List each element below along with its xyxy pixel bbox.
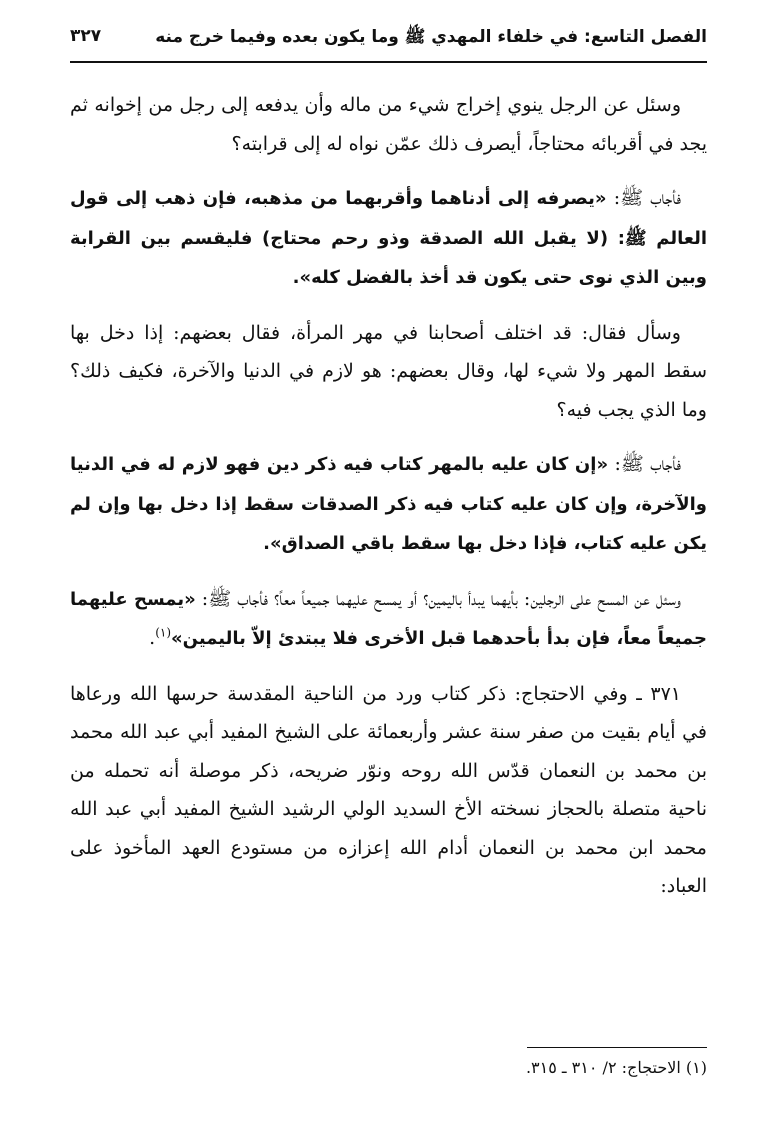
paragraph-4-lead: فأجاب ﷺ: [608,453,681,475]
paragraph-5-lead: وسئل عن المسح على الرجلين: بأيهما يبدأ باليمين؟ أو يمسح عليهما جميعاً معاً؟ فأجاب ﷺ: [195,587,681,610]
paragraph-6: ٣٧١ ـ وفي الاحتجاج: ذكر كتاب ورد من الناحية المقدسة حرسها الله ورعاها في أيام بقيت من صفر سنة عشر وأربعمائة على الشيخ المفيد أبي عبد الله محمد بن محمد بن النعمان قدّس الله روحه ونوّر ضريحه، ذكر موصلة أنه تحمله من ناحية متصلة بالحجاز نسخته الأخ السديد الولي الرشيد الشيخ المفيد أبي عبد الله محمد ابن محمد بن النعمان أدام الله إعزازه من مستودع العهد المأخوذ على العباد: [70,682,707,897]
header-divider [70,61,707,63]
paragraph-4-quote: «إن كان عليه بالمهر كتاب فيه ذكر دين فهو لازم له في الدنيا والآخرة، وإن كان عليه كتاب فيه ذكر الصدقات سقط إذا دخل بها وإن لم يكن عليه كتاب، فإذا دخل بها سقط باقي الصداق». [70,454,707,554]
paragraph-5-quote: «يمسح عليهما جميعاً معاً، فإن بدأ بأحدهما قبل الأخرى فلا يبتدئ إلاّ باليمين» [70,588,707,649]
paragraph-5 [70,580,707,659]
paragraph-3: وسأل فقال: قد اختلف أصحابنا في مهر المرأة، فقال بعضهم: إذا دخل بها سقط المهر ولا شيء لها، وقال بعضهم: هو لازم في الدنيا والآخرة، فكيف ذلك؟ وما الذي يجب فيه؟ [70,321,707,421]
footnote: (١) الاحتجاج: ٢/ ٣١٠ ـ ٣١٥. [525,1058,707,1077]
paragraph-2-quote: «يصرفه إلى أدناهما وأقربهما من مذهبه، فإن ذهب إلى قول العالم ﷺ: (لا يقبل الله الصدقة وذو رحم محتاج) فليقسم بين القرابة وبين الذي نوى حتى يكون قد أخذ بالفضل كله». [70,188,707,288]
chapter-title: الفصل التاسع: في خلفاء المهدي ﷺ وما يكون بعده وفيما خرج منه [155,27,707,47]
paragraph-1: وسئل عن الرجل ينوي إخراج شيء من ماله وأن يدفعه إلى رجل من إخوانه ثم يجد في أقربائه محتاجاً، أيصرف ذلك عمّن نواه له إلى قرابته؟ [70,94,707,155]
footnote-reference[interactable]: (١) [155,625,172,640]
footnote-divider [527,1047,707,1048]
paragraph-2-lead: فأجاب ﷺ: [606,187,681,209]
paragraph-2 [70,179,707,298]
page-number: ٣٢٧ [70,26,102,46]
running-header [70,22,707,54]
paragraph-4 [70,445,707,564]
page-body [70,86,707,906]
paragraph-5-end: . [149,627,156,649]
